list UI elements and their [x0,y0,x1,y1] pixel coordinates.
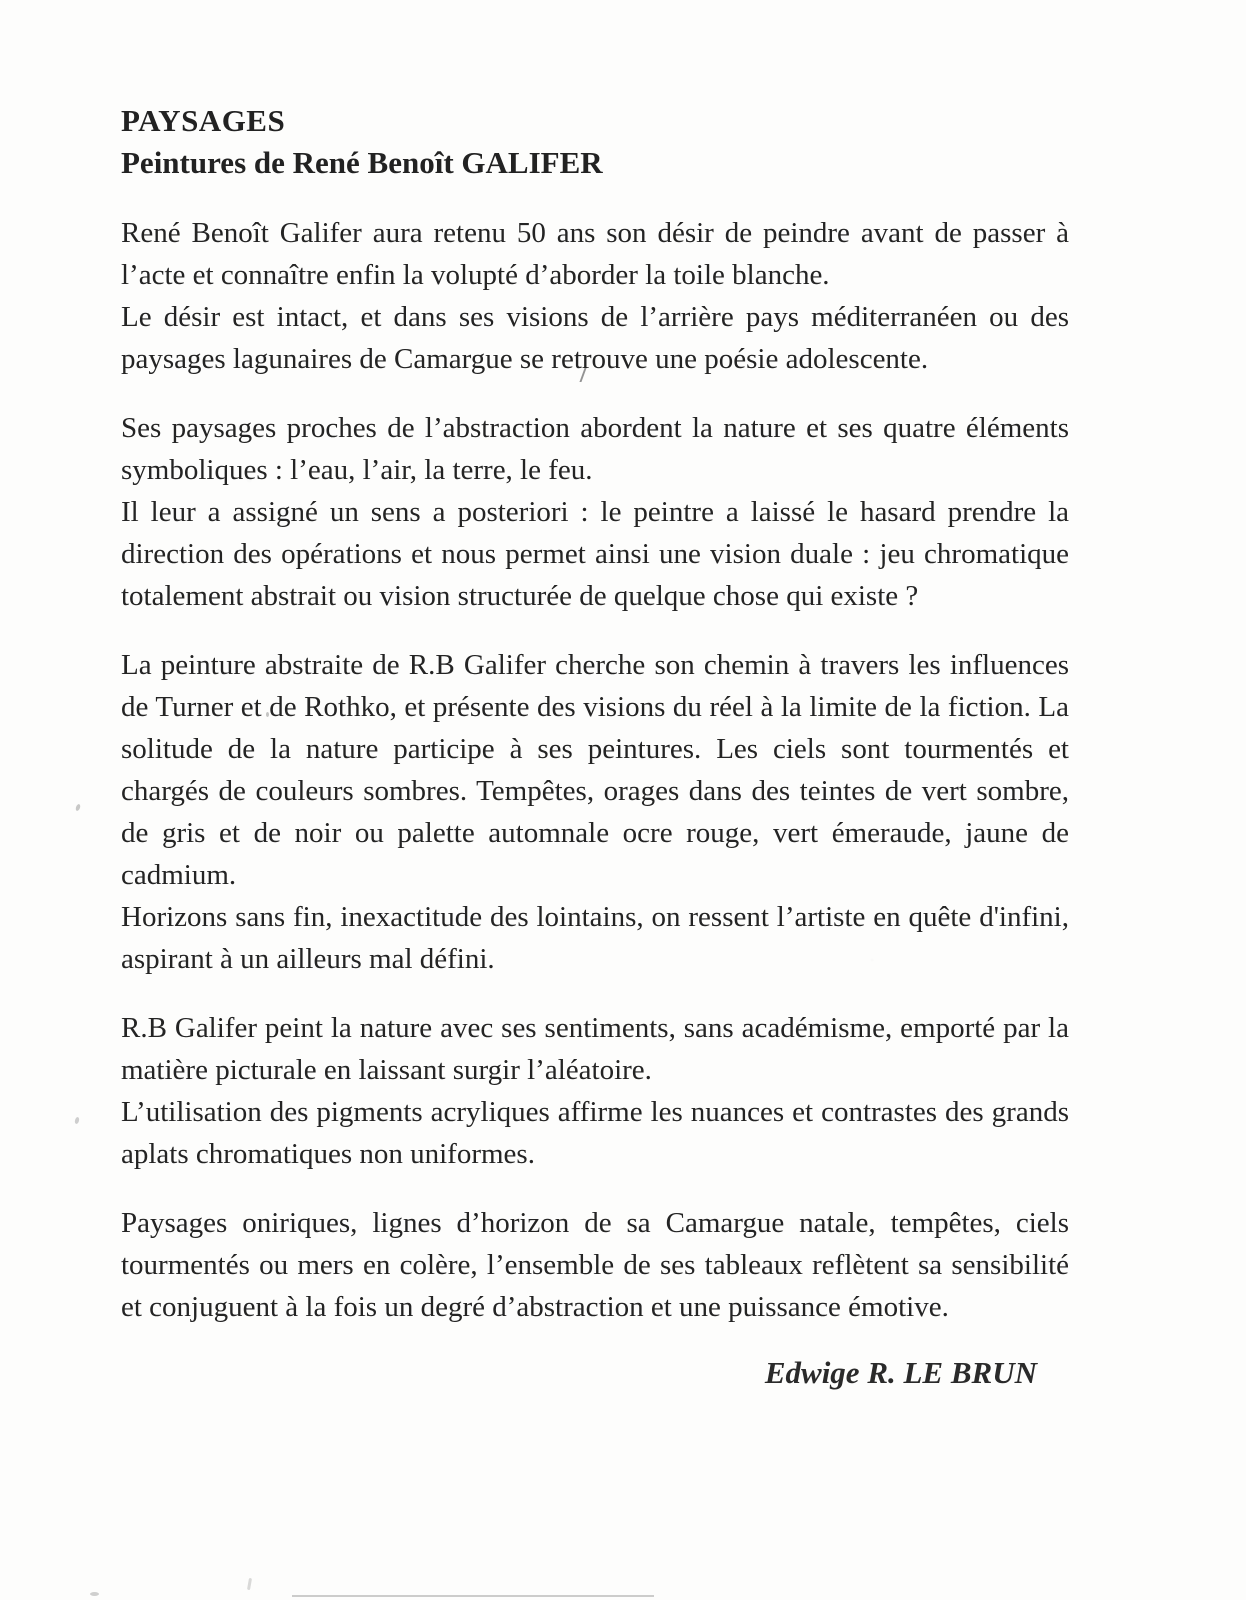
document-title: PAYSAGES [121,103,286,138]
paragraph-elements-segment-2: Il leur a assigné un sens a posteriori : le peintre a laissé le hasard prendre la direction des opérations et nous permet ainsi une vision duale : jeu chromatique totalement abstrait ou vision structurée de quelque chose qui existe ? [121,496,1069,612]
paragraph-technique [121,1007,1069,1175]
paragraph-elements [121,407,1069,617]
paragraph-conclusion [121,1202,1069,1328]
scan-artifact-speck [74,1117,80,1125]
scan-artifact-speck [75,804,81,812]
paragraph-technique-segment-1: R.B Galifer peint la nature avec ses sentiments, sans académisme, emporté par la matière picturale en laissant surgir l’aléatoire. [121,1012,1069,1086]
paragraph-intro-segment-2: Le désir est intact, et dans ses visions de l’arrière pays méditerranéen ou des paysages lagunaires de Camargue se retrouve une poésie adolescente. [121,301,1069,375]
paragraph-influences-segment-1: La peinture abstraite de R.B Galifer cherche son chemin à travers les influences de Turner et de Rothko, et présente des visions du réel à la limite de la fiction. La solitude de la nature participe à ses peintures. Les ciels sont tourmentés et chargés de couleurs sombres. Tempêtes, orages dans des teintes de vert sombre, de gris et de noir ou palette automnale ocre rouge, vert émeraude, jaune de cadmium. [121,649,1069,891]
paragraph-elements-segment-1: Ses paysages proches de l’abstraction abordent la nature et ses quatre éléments symboliques : l’eau, l’air, la terre, le feu. [121,412,1069,486]
document-content [121,100,1069,1391]
scan-artifact-speck [247,1578,252,1590]
paragraph-influences-segment-2: Horizons sans fin, inexactitude des lointains, on ressent l’artiste en quête d'infini, aspirant à un ailleurs mal défini. [121,901,1069,975]
paragraph-technique-segment-2: L’utilisation des pigments acryliques affirme les nuances et contrastes des grands aplats chromatiques non uniformes. [121,1096,1069,1170]
paragraph-influences [121,644,1069,980]
paragraph-intro-segment-1: René Benoît Galifer aura retenu 50 ans son désir de peindre avant de passer à l’acte et connaître enfin la volupté d’aborder la toile blanche. [121,217,1069,291]
document-subtitle: Peintures de René Benoît GALIFER [121,145,603,180]
scan-artifact-speck [90,1592,99,1596]
author-signature: Edwige R. LE BRUN [764,1355,1037,1390]
scan-artifact-line [292,1595,654,1597]
paragraph-intro [121,212,1069,380]
paragraph-conclusion-segment-1: Paysages oniriques, lignes d’horizon de sa Camargue natale, tempêtes, ciels tourmentés ou mers en colère, l’ensemble de ses tableaux reflètent sa sensibilité et conjuguent à la fois un degré d’abstraction et une puissance émotive. [121,1207,1069,1323]
